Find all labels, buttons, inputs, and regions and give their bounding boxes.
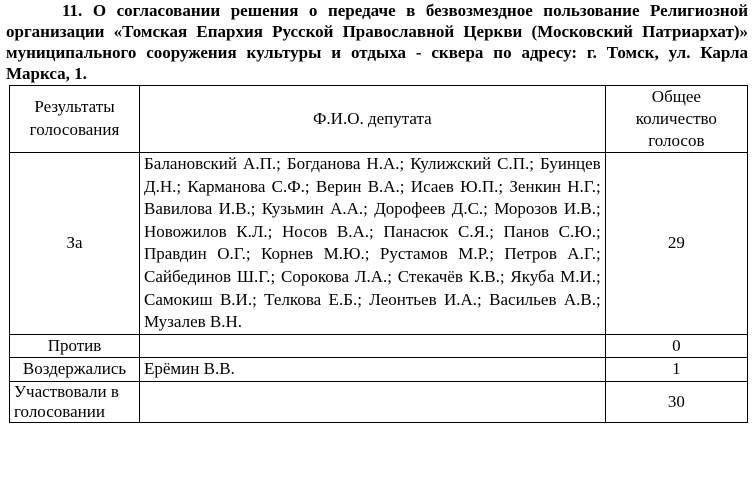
header-deputy-name: Ф.И.О. депутата — [139, 86, 605, 153]
result-cell: За — [10, 153, 140, 335]
agenda-item-title — [6, 0, 748, 84]
result-cell: Участвовали в голосовании — [10, 381, 140, 422]
total-cell: 0 — [605, 334, 747, 358]
table-header-row — [10, 86, 748, 153]
voting-results-table — [9, 85, 748, 423]
deputies-cell — [139, 381, 605, 422]
table-row-abstained — [10, 358, 748, 382]
result-cell: Воздержались — [10, 358, 140, 382]
table-row-against — [10, 334, 748, 358]
header-voting-results: Результаты голосования — [10, 86, 140, 153]
table-row-participated — [10, 381, 748, 422]
table-row-for — [10, 153, 748, 335]
total-cell: 29 — [605, 153, 747, 335]
deputies-cell — [139, 334, 605, 358]
header-total-votes: Общее количество голосов — [605, 86, 747, 153]
agenda-item-title-text: 11. О согласовании решения о передаче в безвозмездное пользование Религиозной организации «Томская Епархия Русской Православной Церкви (Московский Патриархат)» муниципального сооружения культуры и отдыха - сквера по адресу: г. Томск, ул. Карла Маркса, 1. — [6, 1, 748, 83]
deputies-cell: Ерёмин В.В. — [139, 358, 605, 382]
total-cell: 30 — [605, 381, 747, 422]
result-cell: Против — [10, 334, 140, 358]
total-cell: 1 — [605, 358, 747, 382]
deputies-cell: Балановский А.П.; Богданова Н.А.; Кулижский С.П.; Буинцев Д.Н.; Карманова С.Ф.; Верин В.А.; Исаев Ю.П.; Зенкин Н.Г.; Вавилова И.В.; Кузьмин А.А.; Дорофеев Д.С.; Морозов И.В.; Новожилов К.Л.; Носов В.А.; Панасюк С.Я.; Панов С.Ю.; Правдин О.Г.; Корнев М.Ю.; Рустамов М.Р.; Петров А.Г.; Сайбединов Ш.Г.; Сорокова Л.А.; Стекачёв К.В.; Якуба М.И.; Самокиш В.И.; Телкова Е.Б.; Леонтьев И.А.; Васильев А.В.; Музалев В.Н. — [139, 153, 605, 335]
